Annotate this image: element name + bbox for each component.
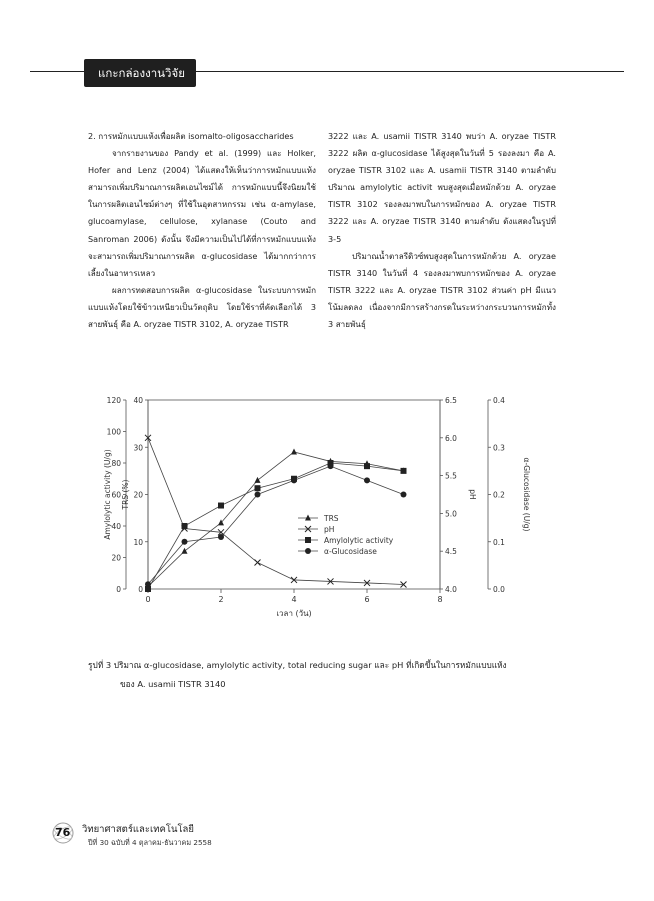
paragraph: 3222 และ A. usamii TISTR 3140 พบว่า A. oryzae TISTR 3222 ผลิต α-glucosidase ได้สูงสุดในวันที่ 5 รองลงมา คือ A. oryzae TISTR 3102 และ A. usamii TISTR 3140 ตามลำดับ ปริมาณ amylolytic activit พบสูงสุดเมื่อหมักด้วย A. oryzae TISTR 3102 รองลงมาพบในการหมักของ A. oryzae TISTR 3222 และ A. oryzae TISTR 3140 ตามลำดับ ดังแสดงในรูปที่ 3-5: [328, 131, 556, 244]
paragraph: ปริมาณน้ำตาลรีดิวซ์พบสูงสุดในการหมักด้วย A. oryzae TISTR 3140 ในวันที่ 4 รองลงมาพบการหมักของ A. oryzae TISTR 3222 และ A. oryzae TISTR 3102 ส่วนค่า pH มีแนวโน้มลดลง เนื่องจากมีการสร้างกรดในระหว่างกระบวนการหมักทั้ง 3 สายพันธุ์: [328, 250, 556, 330]
ph-axis-label: pH: [468, 489, 477, 500]
journal-name: วิทยาศาสตร์และเทคโนโลยี: [82, 824, 194, 835]
legend-label--glucosidase: α-Glucosidase: [324, 547, 377, 556]
glucosidase-tick-label: 0.3: [493, 443, 505, 453]
x-tick-label: 0: [145, 595, 151, 604]
ph-tick-label: 6.5: [445, 396, 457, 405]
journal-issue: ปีที่ 30 ฉบับที่ 4 ตุลาคม-ธันวาคม 2558: [88, 838, 212, 847]
amylolytic-tick-label: 40: [111, 522, 121, 531]
section-header: แกะกล่องงานวิจัย: [84, 59, 196, 87]
ph-tick-label: 4.0: [445, 585, 457, 594]
data-point--glucosidase: [291, 477, 297, 483]
data-point--glucosidase: [182, 539, 188, 545]
page-number: 76: [55, 826, 71, 839]
figure-caption: [88, 656, 548, 694]
legend-label-amylolytic-activity: Amylolytic activity: [324, 536, 394, 545]
section-heading: 2. การหมักแบบแห้งเพื่อผลิต isomalto-oligosaccharides: [88, 131, 294, 141]
trs-axis-label: TRS (%): [121, 479, 130, 510]
data-point--glucosidase: [364, 477, 370, 483]
data-point-ph: [255, 560, 261, 566]
x-tick-label: 8: [437, 595, 443, 604]
amylolytic-tick-label: 100: [106, 427, 121, 437]
caption-line: ของ A. usamii TISTR 3140: [120, 679, 226, 689]
left-column: [88, 128, 316, 333]
amylolytic-tick-label: 60: [111, 490, 121, 500]
x-tick-label: 2: [218, 595, 224, 604]
data-point-amylolytic-activity: [218, 503, 224, 509]
data-point--glucosidase: [145, 581, 151, 587]
caption-line: รูปที่ 3 ปริมาณ α-glucosidase, amylolytic activity, total reducing sugar และ pH ที่เกิดขึ้นในการหมักแบบแห้ง: [88, 660, 507, 670]
figure-3-chart: [100, 392, 540, 642]
amylolytic-tick-label: 0: [116, 585, 121, 594]
data-point-trs: [255, 477, 261, 483]
amylolytic-tick-label: 120: [106, 396, 121, 405]
ph-tick-label: 6.0: [445, 433, 457, 443]
paragraph: จากรายงานของ Pandy et al. (1999) และ Holker, Hofer and Lenz (2004) ได้แสดงให้เห็นว่าการหมักแบบแห้งสามารถเพิ่มปริมาณการผลิตเอนไซม์ได้ การหมักแบบนี้จึงนิยมใช้ในการผลิตเอนไซม์ต่างๆ ที่ใช้ในอุตสาหกรรม เช่น α-amylase, glucoamylase, cellulose, xylanase (Couto and Sanroman 2006) ดังนั้น จึงมีความเป็นไปได้ที่การหมักแบบแห้งจะสามารถเพิ่มปริมาณการผลิต α-glucosidase ได้มากกว่าการเลี้ยงในอาหารเหลว: [88, 148, 316, 278]
legend-label-trs: TRS: [324, 514, 339, 523]
plot-frame: [148, 400, 440, 589]
glucosidase-axis-label: α-Glucosidase (U/g): [522, 457, 531, 532]
glucosidase-tick-label: 0.2: [493, 490, 505, 500]
trs-tick-label: 0: [138, 585, 143, 594]
legend-marker--glucosidase: [305, 548, 311, 554]
ph-tick-label: 4.5: [445, 547, 457, 557]
data-point--glucosidase: [218, 534, 224, 540]
legend-marker-trs: [305, 515, 311, 521]
trs-tick-label: 10: [133, 537, 143, 547]
amylolytic-axis-label: Amylolytic activity (U/g): [103, 449, 112, 540]
data-point--glucosidase: [401, 492, 407, 498]
data-point-amylolytic-activity: [401, 468, 407, 474]
trs-tick-label: 30: [133, 443, 143, 453]
data-point-amylolytic-activity: [255, 485, 261, 491]
data-point-trs: [182, 548, 188, 554]
paragraph: ผลการทดสอบการผลิต α-glucosidase ในระบบการหมักแบบแห้งโดยใช้ข้าวเหนียวเป็นวัตถุดิบ โดยใช้ราที่คัดเลือกได้ 3 สายพันธุ์ คือ A. oryzae TISTR 3102, A. oryzae TISTR: [88, 284, 316, 330]
trs-tick-label: 40: [133, 396, 143, 405]
trs-tick-label: 20: [133, 490, 143, 500]
data-point-trs: [291, 448, 297, 454]
glucosidase-tick-label: 0.0: [493, 585, 505, 594]
data-point--glucosidase: [255, 492, 261, 498]
legend-marker-amylolytic-activity: [305, 537, 311, 543]
data-point-amylolytic-activity: [182, 523, 188, 529]
right-column: [328, 128, 556, 333]
glucosidase-tick-label: 0.4: [493, 396, 505, 405]
data-point--glucosidase: [328, 463, 334, 469]
amylolytic-tick-label: 20: [111, 553, 121, 563]
legend-label-ph: pH: [324, 525, 335, 534]
x-tick-label: 4: [291, 595, 297, 604]
x-axis-label: เวลา (วัน): [276, 609, 312, 618]
x-tick-label: 6: [364, 595, 370, 604]
ph-tick-label: 5.0: [445, 509, 457, 519]
data-point-amylolytic-activity: [364, 463, 370, 469]
series-line-ph: [148, 438, 404, 585]
series-line-trs: [148, 452, 404, 587]
glucosidase-tick-label: 0.1: [493, 537, 505, 547]
amylolytic-tick-label: 80: [111, 459, 121, 468]
ph-tick-label: 5.5: [445, 471, 457, 481]
